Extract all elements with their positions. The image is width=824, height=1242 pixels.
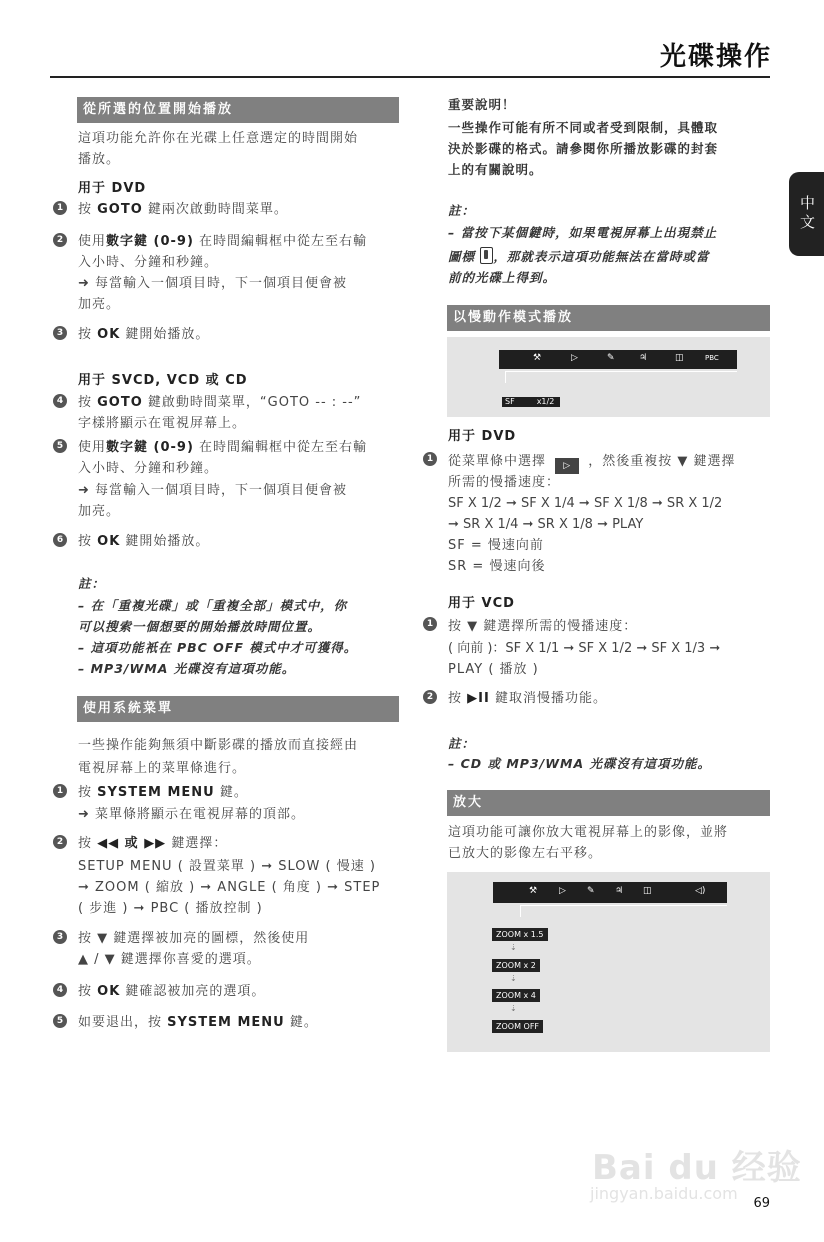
sec2-step3-line2: ▲ / ▼ 鍵選擇你喜愛的選項。 bbox=[78, 952, 261, 967]
setup-icon: ⚒ bbox=[533, 353, 542, 363]
sec2-step2-line3: ➞ ZOOM ( 縮放 ) ➞ ANGLE ( 角度 ) ➞ STEP bbox=[78, 880, 381, 895]
sec1-step5-line2: 入小時、分鐘和秒鐘。 bbox=[78, 461, 219, 476]
step-1-bullet: 1 bbox=[423, 452, 437, 466]
sec2-step1: 按 SYSTEM MENU 鍵。 bbox=[78, 785, 248, 800]
right-note-line2: 圖標 ，那就表示這項功能無法在當時或當 bbox=[448, 249, 710, 264]
step-2-bullet: 2 bbox=[423, 690, 437, 704]
step-3-bullet: 3 bbox=[53, 326, 67, 340]
sec1-step6: 按 OK 鍵開始播放。 bbox=[78, 534, 210, 549]
angle-icon: ♃ bbox=[639, 353, 648, 363]
sec1-step4: 按 GOTO 鍵啟動時間菜單，“GOTO -- : --” bbox=[78, 395, 362, 410]
osd-slow-status: SF x1/2 bbox=[502, 397, 560, 407]
slow-icon: ▷ bbox=[559, 886, 566, 896]
slow-icon: ▷ bbox=[571, 353, 578, 363]
sec2-step1-line2: ➜ 菜單條將顯示在電視屏幕的頂部。 bbox=[78, 807, 306, 822]
sec1-step1: 按 GOTO 鍵兩次啟動時間菜單。 bbox=[78, 202, 288, 217]
dvd-subheading-slow: 用于 DVD bbox=[448, 429, 517, 444]
sec2-step4: 按 OK 鍵確認被加亮的選項。 bbox=[78, 984, 266, 999]
sec1-note-line3: – 這項功能衹在 PBC OFF 模式中才可獲得。 bbox=[78, 640, 358, 655]
slow-dvd-line6: SR = 慢速向後 bbox=[448, 559, 546, 574]
vcd-subheading: 用于 VCD bbox=[448, 596, 515, 611]
zoom-icon: ✎ bbox=[607, 353, 615, 363]
watermark-logo: Bai du 经验 bbox=[592, 1148, 802, 1188]
sec2-step3: 按 ▼ 鍵選擇被加亮的圖標，然後使用 bbox=[78, 931, 310, 946]
right-note-line3: 前的光碟上得到。 bbox=[448, 270, 557, 285]
sec1-step5: 使用數字鍵 (0-9) 在時間編輯框中從左至右輸 bbox=[78, 440, 368, 455]
sec1-step2: 使用數字鍵 (0-9) 在時間編輯框中從左至右輸 bbox=[78, 234, 368, 249]
sec1-step2-line2: 入小時、分鐘和秒鐘。 bbox=[78, 255, 219, 270]
angle-icon: ♃ bbox=[615, 886, 624, 896]
sec2-step2-line2: SETUP MENU ( 設置菜單 ) ➞ SLOW ( 慢速 ) bbox=[78, 859, 376, 874]
arrow-down-icon: ⇣ bbox=[510, 943, 517, 952]
osd-menu-bar-zoom bbox=[493, 882, 727, 903]
step-1-bullet: 1 bbox=[53, 784, 67, 798]
step-5-bullet: 5 bbox=[53, 439, 67, 453]
slow-dvd-line5: SF = 慢速向前 bbox=[448, 538, 544, 553]
slow-dvd-step1: 從菜單條中選擇 ▷ ，然後重複按 ▼ 鍵選擇 bbox=[448, 451, 736, 474]
svcd-subheading: 用于 SVCD, VCD 或 CD bbox=[78, 373, 248, 388]
sec1-intro-line2: 播放。 bbox=[78, 152, 121, 167]
arrow-down-icon: ⇣ bbox=[510, 974, 517, 983]
sec1-step5-line3: ➜ 每當輸入一個項目時，下一個項目便會被 bbox=[78, 483, 348, 498]
step-1-bullet: 1 bbox=[53, 201, 67, 215]
slow-vcd-step2: 按 ▶II 鍵取消慢播功能。 bbox=[448, 691, 607, 706]
slow-osd-illustration bbox=[447, 337, 770, 417]
slow-note-line1: – CD 或 MP3/WMA 光碟沒有這項功能。 bbox=[448, 756, 711, 771]
step-3-bullet: 3 bbox=[53, 930, 67, 944]
zoom-level-2: ZOOM x 2 bbox=[492, 959, 540, 972]
section-header-play-from-position: 從所選的位置開始播放 bbox=[77, 97, 399, 123]
dvd-subheading: 用于 DVD bbox=[78, 181, 147, 196]
slow-dvd-line2: 所需的慢播速度： bbox=[448, 475, 561, 490]
important-line1: 一些操作可能有所不同或者受到限制，具體取 bbox=[448, 120, 719, 135]
osd-menu-bar bbox=[499, 350, 737, 369]
slow-vcd-step1: 按 ▼ 鍵選擇所需的慢播速度： bbox=[448, 619, 638, 634]
prohibit-icon bbox=[480, 247, 493, 264]
step-4-bullet: 4 bbox=[53, 983, 67, 997]
step-icon: ◫ bbox=[675, 353, 684, 363]
header-rule bbox=[50, 76, 770, 78]
zoom-level-4: ZOOM OFF bbox=[492, 1020, 543, 1033]
zoom-level-1: ZOOM x 1.5 bbox=[492, 928, 548, 941]
setup-icon: ⚒ bbox=[529, 886, 538, 896]
page-number: 69 bbox=[753, 1196, 770, 1211]
right-note-heading: 註： bbox=[448, 203, 476, 218]
sec1-note-heading: 註： bbox=[78, 576, 106, 591]
zoom-intro-line1: 這項功能可讓你放大電視屏幕上的影像，並將 bbox=[448, 825, 729, 840]
zoom-intro-line2: 已放大的影像左右平移。 bbox=[448, 846, 603, 861]
important-heading: 重要說明！ bbox=[448, 97, 516, 112]
important-line3: 上的有關說明。 bbox=[448, 162, 543, 177]
step-2-bullet: 2 bbox=[53, 233, 67, 247]
sec2-step2-line4: ( 步進 ) ➞ PBC ( 播放控制 ) bbox=[78, 901, 263, 916]
step-2-bullet: 2 bbox=[53, 835, 67, 849]
step-5-bullet: 5 bbox=[53, 1014, 67, 1028]
watermark-url: jingyan.baidu.com bbox=[590, 1184, 738, 1203]
slow-note-heading: 註： bbox=[448, 736, 476, 751]
arrow-down-icon: ⇣ bbox=[510, 1004, 517, 1013]
step-1-bullet: 1 bbox=[423, 617, 437, 631]
step-4-bullet: 4 bbox=[53, 394, 67, 408]
slow-dvd-line3: SF X 1/2 ➞ SF X 1/4 ➞ SF X 1/8 ➞ SR X 1/2 bbox=[448, 496, 723, 511]
important-line2: 決於影碟的格式。請參閱你所播放影碟的封套 bbox=[448, 141, 719, 156]
section-header-slow-motion: 以慢動作模式播放 bbox=[447, 305, 770, 331]
sec1-step2-line3: ➜ 每當輸入一個項目時，下一個項目便會被 bbox=[78, 276, 348, 291]
sec1-intro-line1: 這項功能允許你在光碟上任意選定的時間開始 bbox=[78, 131, 359, 146]
sec2-intro-line2: 電視屏幕上的菜單條進行。 bbox=[78, 761, 247, 776]
sec1-step5-line4: 加亮。 bbox=[78, 504, 121, 519]
zoom-level-3: ZOOM x 4 bbox=[492, 989, 540, 1002]
slow-vcd-line2: ( 向前 )：SF X 1/1 ➞ SF X 1/2 ➞ SF X 1/3 ➞ bbox=[448, 641, 721, 656]
sec2-step5: 如要退出，按 SYSTEM MENU 鍵。 bbox=[78, 1015, 318, 1030]
sec1-step4-line2: 字樣將顯示在電視屏幕上。 bbox=[78, 416, 247, 431]
zoom-icon: ✎ bbox=[587, 886, 595, 896]
right-note-line1: – 當按下某個鍵時，如果電視屏幕上出現禁止 bbox=[448, 225, 718, 240]
slow-dvd-line4: ➞ SR X 1/4 ➞ SR X 1/8 ➞ PLAY bbox=[448, 517, 644, 532]
sec1-step3: 按 OK 鍵開始播放。 bbox=[78, 327, 210, 342]
osd-pbc-label: PBC bbox=[705, 354, 719, 362]
sec1-note-line1: – 在「重複光碟」或「重複全部」模式中，你 bbox=[78, 598, 348, 613]
section-header-zoom: 放大 bbox=[447, 790, 770, 816]
sec1-note-line2: 可以搜索一個想要的開始播放時間位置。 bbox=[78, 619, 322, 634]
page-title: 光碟操作 bbox=[659, 42, 772, 72]
sec1-note-line4: – MP3/WMA 光碟沒有這項功能。 bbox=[78, 661, 296, 676]
slow-vcd-line3: PLAY ( 播放 ) bbox=[448, 662, 539, 677]
sec1-step2-line4: 加亮。 bbox=[78, 297, 121, 312]
sec2-intro-line1: 一些操作能夠無須中斷影碟的播放而直接經由 bbox=[78, 738, 359, 753]
slow-button-icon: ▷ bbox=[555, 458, 579, 474]
sec2-step2: 按 ◀◀ 或 ▶▶ 鍵選擇： bbox=[78, 836, 228, 851]
language-tab: 中文 bbox=[789, 172, 824, 256]
step-icon: ◫ bbox=[643, 886, 652, 896]
section-header-system-menu: 使用系統菜單 bbox=[77, 696, 399, 722]
step-6-bullet: 6 bbox=[53, 533, 67, 547]
zoom-osd-illustration bbox=[447, 872, 770, 1052]
audio-icon: ◁) bbox=[695, 886, 706, 896]
